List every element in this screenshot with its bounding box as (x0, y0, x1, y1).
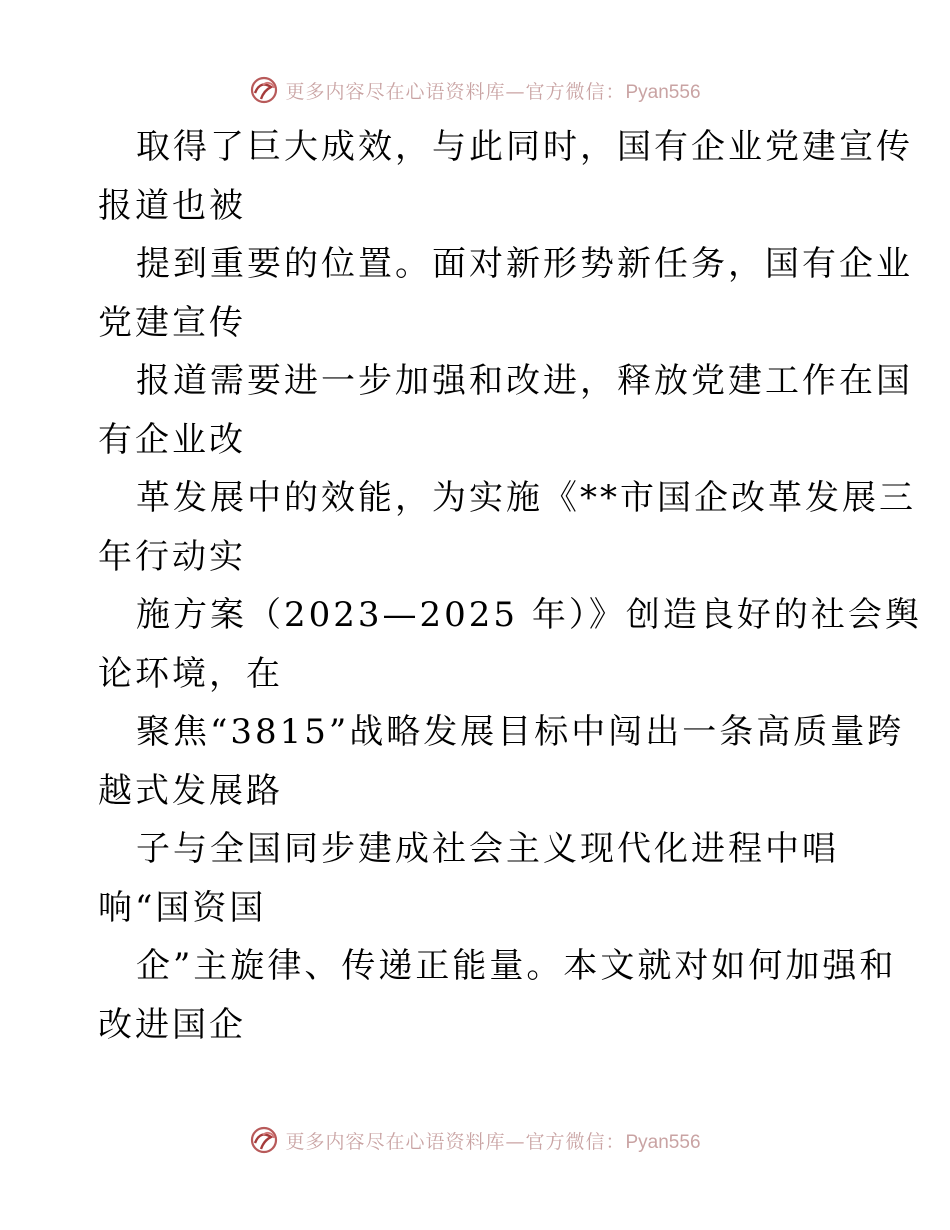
text-line: 施方案（2023—2025 年）》创造良好的社会舆 (136, 595, 922, 635)
watermark-text (285, 1127, 700, 1154)
text-line: 报道需要进一步加强和改进，释放党建工作在国 (136, 361, 913, 401)
watermark-cn: 更多内容尽在心语资料库—官方微信： (285, 1130, 626, 1153)
text-line: 论环境，在 (98, 653, 283, 694)
wavy-flower-logo-icon (249, 1125, 279, 1155)
text-line: 企”主旋律、传递正能量。本文就对如何加强和 (136, 946, 897, 986)
document-body (98, 118, 922, 1054)
text-line: 提到重要的位置。面对新形势新任务，国有企业 (136, 244, 913, 284)
text-line: 有企业改 (98, 419, 246, 460)
header-watermark (0, 70, 950, 110)
watermark-wechat-id: Pyan556 (625, 81, 701, 103)
text-line: 越式发展路 (98, 770, 283, 811)
text-line: 取得了巨大成效，与此同时，国有企业党建宣传 (136, 127, 913, 167)
text-line: 响“国资国 (98, 887, 267, 928)
text-line: 革发展中的效能，为实施《**市国企改革发展三 (136, 478, 916, 518)
text-line: 聚焦“3815”战略发展目标中闯出一条高质量跨 (136, 712, 905, 752)
footer-watermark (0, 1120, 950, 1160)
watermark-text (285, 77, 700, 104)
text-line: 报道也被 (98, 185, 246, 226)
watermark-wechat-id: Pyan556 (625, 1131, 701, 1153)
text-line: 年行动实 (98, 536, 246, 577)
wavy-flower-logo-icon (249, 75, 279, 105)
watermark-cn: 更多内容尽在心语资料库—官方微信： (285, 80, 626, 103)
text-line: 子与全国同步建成社会主义现代化进程中唱 (136, 829, 839, 869)
text-line: 党建宣传 (98, 302, 246, 343)
text-line: 改进国企 (98, 1004, 246, 1045)
